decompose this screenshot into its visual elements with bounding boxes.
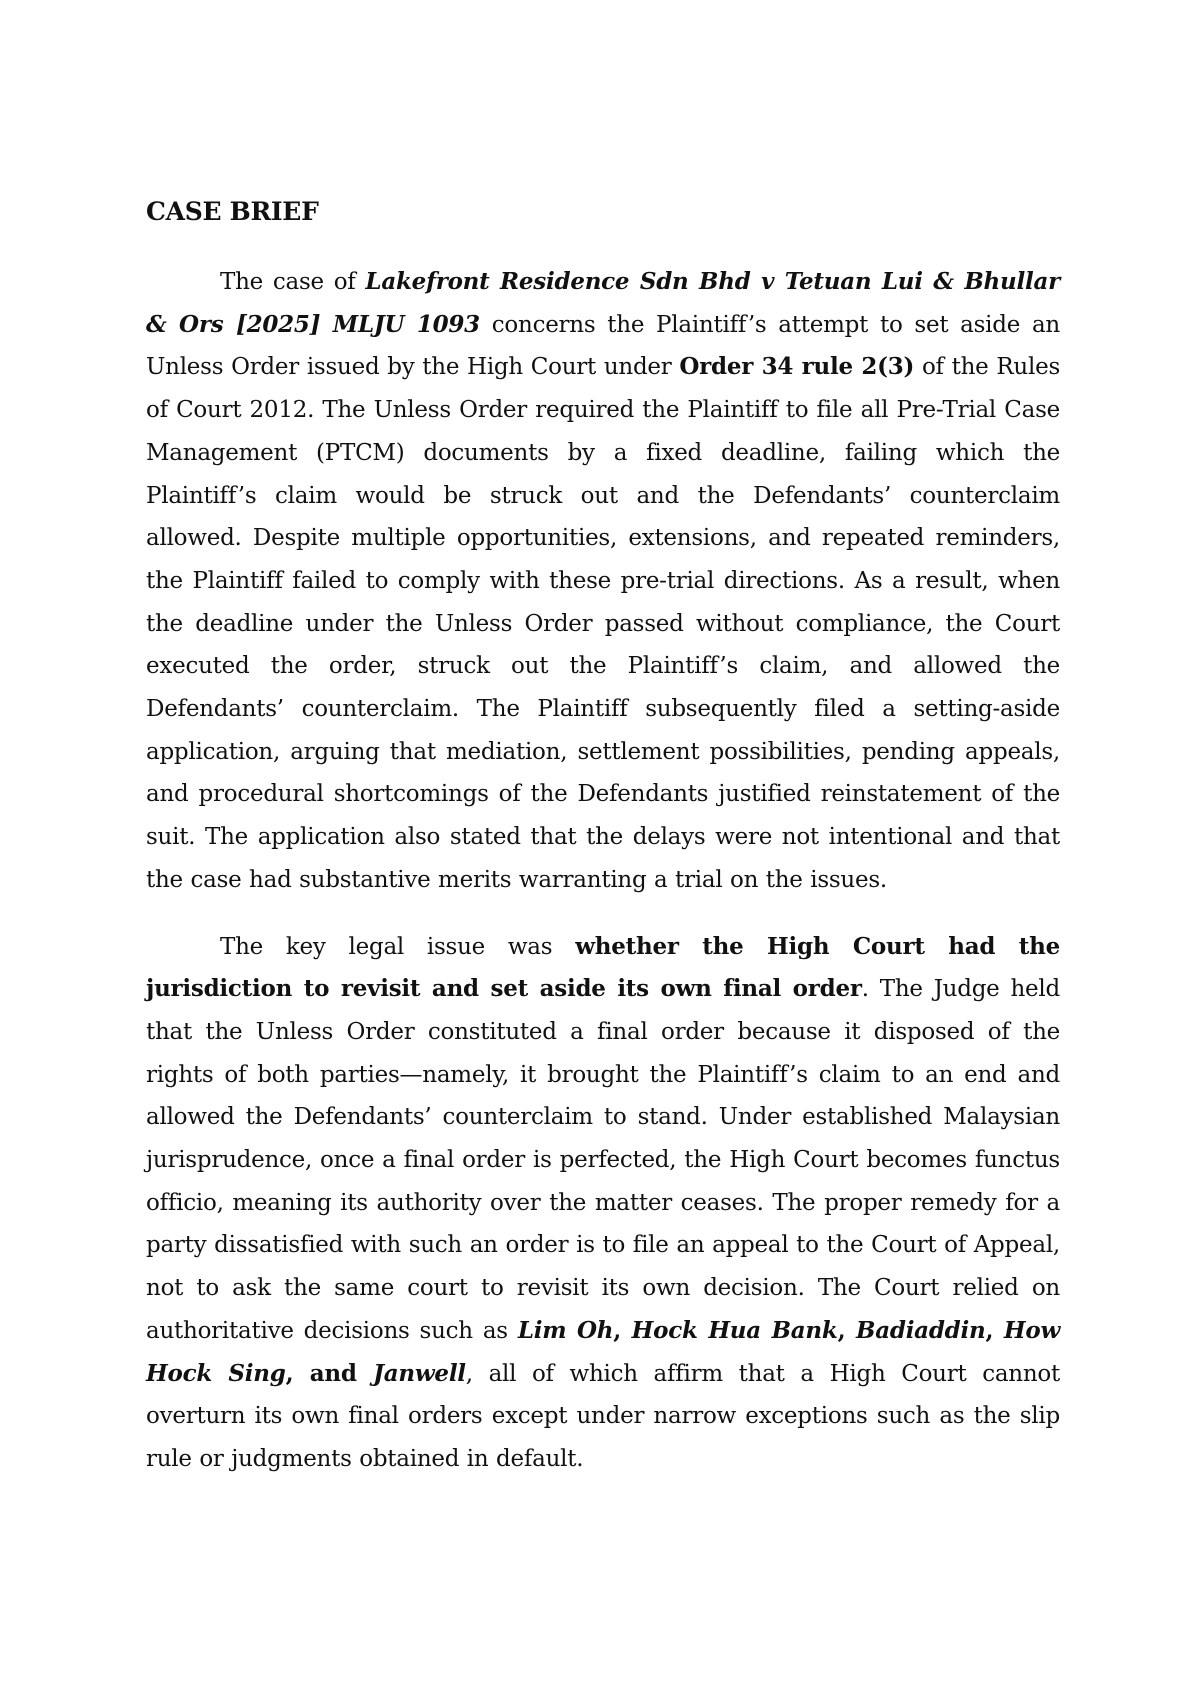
p2-text-3: , meaning its authority over the matter ceases. The proper remedy for a party dissatisfied with such an order is to file an appeal to the Court of Appeal, not to ask the same court to revisit its own decision. The Court relied on authoritative decisions such as [146, 1189, 1060, 1344]
rule-reference: Order 34 rule 2(3) [679, 353, 915, 381]
case-citation: Lakefront Residence Sdn Bhd v Tetuan Lui & Bhullar & Ors [2025] MLJU 1093 [146, 268, 1060, 338]
case-separator: , [837, 1316, 857, 1344]
case-separator: , [985, 1316, 1004, 1344]
cited-case-lim-oh: Lim Oh [517, 1316, 614, 1344]
p2-text-4: , all of which affirm that a High Court cannot overturn its own final orders except under narrow exceptions such as the slip rule or judgments obtained in default. [146, 1360, 1061, 1472]
p2-text-1: The key legal issue was [220, 933, 576, 960]
paragraph-case-summary [146, 261, 1060, 902]
case-separator: , and [285, 1359, 374, 1387]
p2-text-2: . The Judge held that the Unless Order constituted a final order because it disposed of the rights of both parties—namely, it brought the Plaintiff’s claim to an end and allowed the Defendants’ counterclaim to stand. Under established Malaysian jurisprudence, once a final order is perfected, the High Court becomes [146, 976, 1060, 1174]
p1-text-2: concerns the Plaintiff’s attempt to set aside an Unless Order issued by the High Court under [146, 311, 1060, 381]
document-body [146, 190, 1060, 1481]
cited-case-hock-hua-bank: Hock Hua Bank [631, 1316, 838, 1344]
cited-case-how-hock-sing: How Hock Sing [146, 1316, 1061, 1387]
paragraph-legal-issue [146, 926, 1060, 1481]
cited-case-badiaddin: Badiaddin [856, 1316, 986, 1344]
page-title: CASE BRIEF [146, 197, 319, 226]
key-issue: whether the High Court had the jurisdiction to revisit and set aside its own final order [146, 932, 1060, 1003]
case-separator: , [613, 1316, 632, 1344]
latin-term: functus officio [146, 1147, 1060, 1216]
p1-text-3: of the Rules of Court 2012. The Unless Order required the Plaintiff to file all Pre-Trial Case Management (PTCM) documents by a fixed deadline, failing which the Plaintiff’s claim would be struck out and the Defendants’ counterclaim allowed. Despite multiple opportunities, extensions, and repeated reminders, the Plaintiff failed to comply with these pre-trial directions. As a result, when the deadline under the Unless Order passed without compliance, the Court executed the order, struck out the Plaintiff’s claim, and allowed the Defendants’ counterclaim. The Plaintiff subsequently filed a setting-aside application, arguing that mediation, settlement possibilities, pending appeals, and procedural shortcomings of the Defendants justified reinstatement of the suit. The application also stated that the delays were not intentional and that the case had substantive merits warranting a trial on the issues. [146, 354, 1060, 893]
cited-case-janwell: Janwell [373, 1359, 466, 1387]
p1-text-1: The case of [220, 269, 366, 295]
